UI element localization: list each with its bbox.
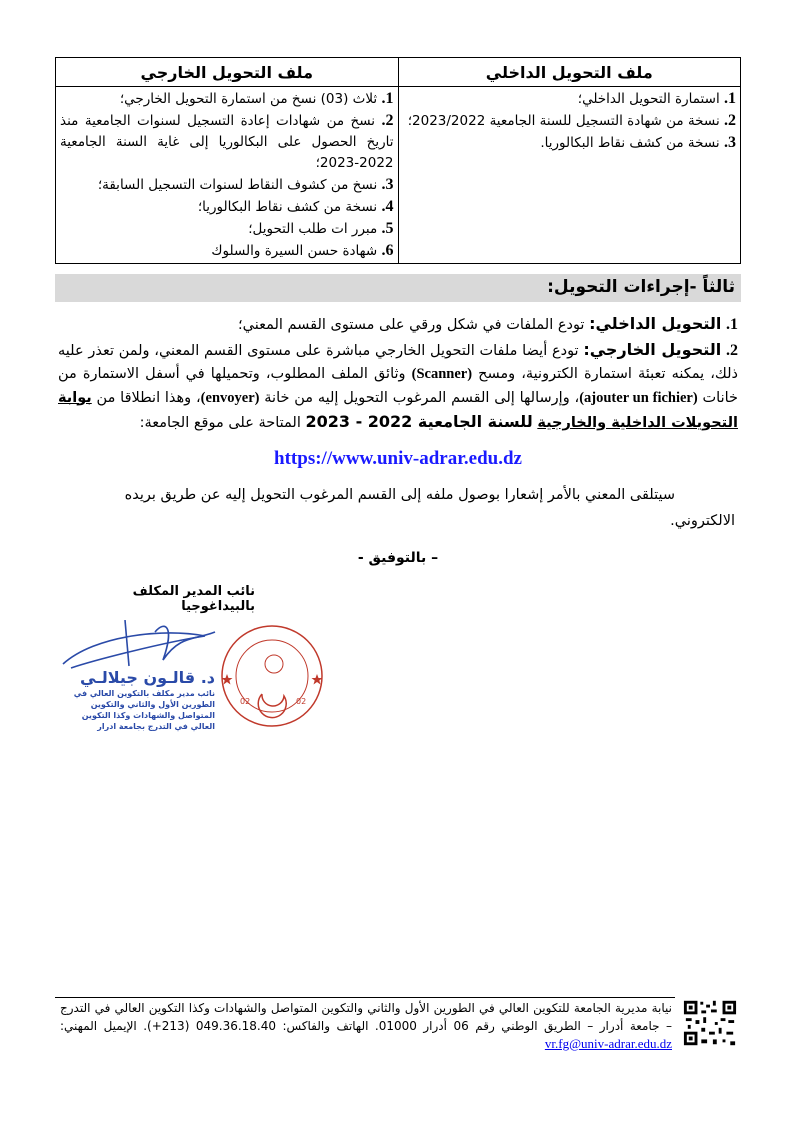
procedure-text: المتاحة على موقع الجامعة: — [139, 415, 301, 431]
item-text: نسخة من كشف نقاط البكالوريا. — [540, 135, 720, 151]
footer-text: نيابة مديرية الجامعة للتكوين العالي في الطورين الأول والثاني والتكوين المتواصل والشهادات وكذا التكوين العالي في التدرج – جامعة أدرار – الطريق الوطني رقم 06 أدرار 01000. الهاتف والفاكس: 049.36.18.40 (213+). الإيميل المهني: — [60, 1001, 673, 1033]
item-number: 2. — [381, 112, 394, 129]
item-text: نسخة من كشف نقاط البكالوريا؛ — [197, 199, 378, 215]
closing-text: - بالتوفيق – — [357, 549, 439, 566]
item-text: مبرر ات طلب التحويل؛ — [248, 221, 378, 237]
procedure-text: تودع أيضا ملفات التحويل الخارجي مباشرة على مستوى القسم المعني، ولمن تعذر عليه ذلك، يمكنه تعبئة استمارة الكترونية، ومسح — [58, 342, 739, 382]
ajouter-term: (ajouter un fichier) — [579, 389, 698, 406]
signature-name: د. قالـون جيلالـي — [80, 667, 215, 687]
footer-email-link[interactable]: vr.fg@univ-adrar.edu.dz — [544, 1036, 672, 1051]
procedure-label: التحويل الخارجي: — [583, 339, 722, 359]
item-number: 6. — [381, 242, 394, 259]
internal-file-header: ملف التحويل الداخلي — [398, 58, 741, 87]
list-item — [60, 174, 394, 196]
item-number: 2. — [724, 112, 736, 129]
list-item — [60, 88, 394, 110]
signature-text — [55, 620, 215, 732]
academic-year: للسنة الجامعية 2022 - 2023 — [305, 412, 533, 431]
signer-title: نائب المدير المكلف بالبيداغوجيا — [132, 583, 255, 614]
procedure-text: وثائق الملف المطلوب، وتحميلها في أسفل الاستمارة من خانات — [58, 366, 739, 406]
list-item — [60, 110, 394, 174]
section-heading-bar — [55, 274, 741, 302]
scanner-term: (Scanner) — [411, 366, 473, 382]
list-item — [60, 240, 394, 262]
item-number: 1. — [381, 90, 394, 107]
signature-stamp-image — [55, 620, 375, 732]
envoyer-term: (envoyer) — [200, 389, 260, 406]
procedure-text: تودع الملفات في شكل ورقي على مستوى القسم المعني؛ — [238, 317, 585, 333]
section-title: ثالثاً -إجراءات التحويل: — [547, 277, 735, 297]
procedure-label: التحويل الداخلي: — [589, 314, 722, 333]
qr-code-icon — [682, 998, 738, 1048]
item-text: ثلاث (03) نسخ من استمارة التحويل الخارجي؛ — [119, 91, 378, 107]
list-item — [403, 110, 737, 132]
footer-divider — [55, 997, 675, 998]
item-number: 3. — [381, 176, 394, 193]
footer-address — [60, 999, 672, 1053]
item-text: نسخ من كشوف النقاط لسنوات التسجيل السابقة؛ — [97, 177, 378, 193]
documents-table — [55, 57, 741, 264]
item-number: 1. — [724, 90, 736, 107]
procedure-external — [58, 338, 738, 436]
item-number: 1. — [726, 316, 738, 333]
page-content — [55, 57, 741, 732]
stamp-code-left: 02 — [240, 696, 251, 706]
list-item — [403, 88, 737, 110]
item-number: 5. — [381, 220, 394, 237]
procedure-text: ، وإرسالها إلى القسم المرغوب التحويل إليه من خانة — [264, 389, 580, 406]
university-url[interactable]: https://www.univ-adrar.edu.dz — [274, 447, 522, 469]
portal-name: بوابة التحويلات الداخلية والخارجية — [58, 389, 738, 431]
procedure-text: ، وهذا انطلاقا من — [96, 389, 201, 406]
item-text: نسخة من شهادة التسجيل للسنة الجامعية 2023/2022؛ — [407, 113, 720, 129]
list-item — [403, 132, 737, 154]
item-text: شهادة حسن السيرة والسلوك — [211, 243, 378, 259]
external-file-list — [56, 87, 399, 264]
item-number: 3. — [724, 134, 736, 151]
procedure-internal — [58, 312, 738, 338]
item-text: نسخ من شهادات إعادة التسجيل لسنوات الجامعية منذ تاريخ الحصول على البكالوريا إلى غاية السنة الجامعية 2022-2023؛ — [60, 113, 394, 171]
item-number: 2. — [726, 341, 738, 359]
notice-text: سيتلقى المعني بالأمر إشعارا بوصول ملفه إلى القسم المرغوب التحويل إليه عن طريق بريده الالكتروني. — [124, 486, 735, 529]
stamp-code-right: 02 — [296, 696, 307, 706]
list-item — [60, 218, 394, 240]
external-file-header: ملف التحويل الخارجي — [56, 58, 399, 87]
item-text: استمارة التحويل الداخلي؛ — [577, 91, 720, 107]
official-stamp — [220, 624, 324, 728]
signature-caption: نائب مدير مكلف بالتكوين العالي في الطورين الأول والثاني والتكوين المتواصل والشهادات وكذا التكوين العالي في التدرج بجامعة ادرار — [73, 688, 215, 731]
item-number: 4. — [381, 198, 394, 215]
internal-file-list — [398, 87, 741, 264]
procedures — [58, 312, 738, 436]
list-item — [60, 196, 394, 218]
